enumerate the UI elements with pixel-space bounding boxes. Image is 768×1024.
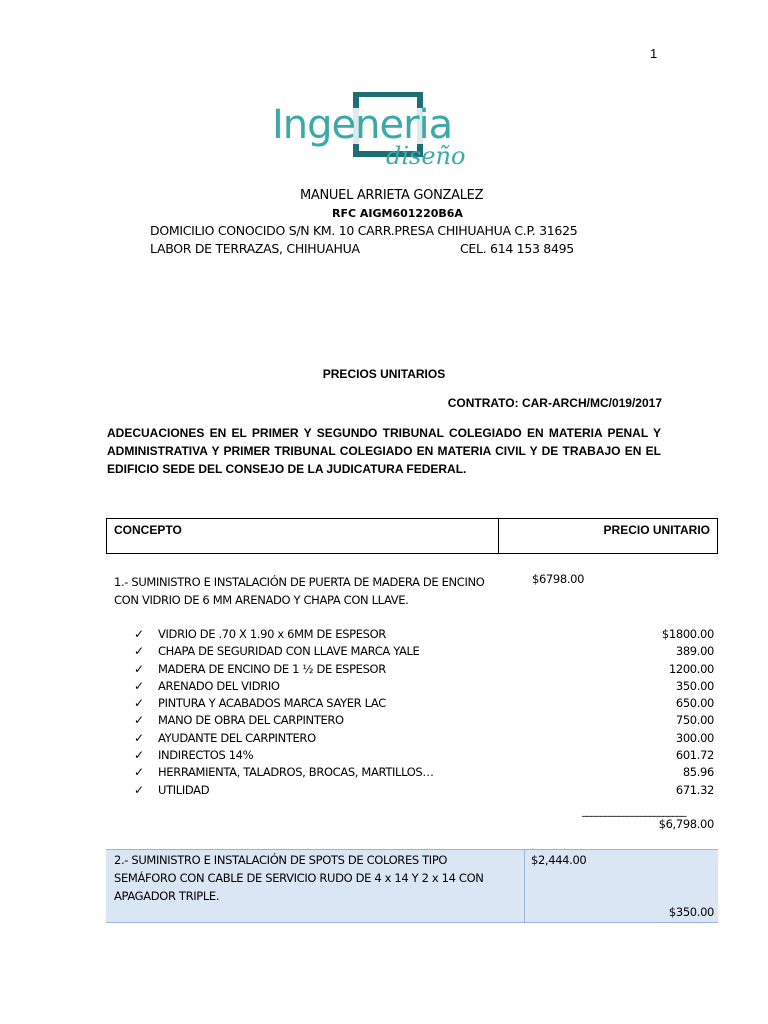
item-1-description (114, 573, 484, 609)
breakdown-label: INDIRECTOS 14% (158, 748, 254, 763)
checkmark-icon: ✓ (134, 713, 144, 728)
breakdown-label: ARENADO DEL VIDRIO (158, 678, 280, 693)
table-header (106, 518, 718, 554)
checkmark-icon: ✓ (134, 696, 144, 711)
breakdown-amount: 601.72 (675, 748, 714, 763)
checkmark-icon: ✓ (134, 661, 144, 676)
address-line-1: DOMICILIO CONOCIDO S/N KM. 10 CARR.PRESA CHIHUAHUA C.P. 31625 (150, 223, 578, 238)
item-2-row (106, 849, 718, 923)
breakdown-row (134, 660, 714, 677)
item-2-description-line-2: SEMÁFORO CON CABLE DE SERVICIO RUDO DE 4 x 14 Y 2 x 14 CON (114, 871, 484, 885)
item-1-description-line-2: CON VIDRIO DE 6 MM ARENADO Y CHAPA CON LLAVE. (114, 593, 409, 607)
item-2-description-line-3: APAGADOR TRIPLE. (114, 889, 220, 903)
breakdown-amount: 750.00 (675, 713, 714, 728)
item-2-column-divider (524, 850, 525, 922)
item-2-first-amount: $350.00 (668, 905, 714, 919)
svg-text:Ingeneria: Ingeneria (272, 102, 453, 148)
total-rule: _______________________ (582, 804, 686, 817)
column-header-precio: PRECIO UNITARIO (603, 523, 710, 537)
item-2-price: $2,444.00 (531, 853, 587, 867)
svg-text:diseño: diseño (386, 142, 466, 170)
breakdown-row (134, 711, 714, 728)
breakdown-row (134, 781, 714, 798)
breakdown-label: VIDRIO DE .70 X 1.90 x 6MM DE ESPESOR (158, 627, 386, 641)
item-2-description-line-1: 2.- SUMINISTRO E INSTALACIÓN DE SPOTS DE COLORES TIPO (114, 853, 448, 867)
breakdown-amount: 350.00 (675, 678, 714, 693)
breakdown-amount: 650.00 (675, 696, 714, 711)
breakdown-amount: 85.96 (682, 765, 714, 780)
breakdown-row (134, 625, 714, 642)
checkmark-icon: ✓ (134, 765, 144, 780)
item-1-breakdown (134, 625, 714, 798)
column-divider (498, 519, 499, 553)
breakdown-amount: $1800.00 (661, 627, 714, 641)
breakdown-label: AYUDANTE DEL CARPINTERO (158, 730, 316, 745)
item-1-description-line-1: 1.- SUMINISTRO E INSTALACIÓN DE PUERTA DE MADERA DE ENCINO (114, 575, 485, 589)
ingeneria-diseno-logo (268, 92, 508, 184)
checkmark-icon: ✓ (134, 678, 144, 693)
breakdown-row (134, 729, 714, 746)
breakdown-amount: 300.00 (675, 730, 714, 745)
contract-number: CONTRATO: CAR-ARCH/MC/019/2017 (447, 396, 662, 410)
breakdown-label: CHAPA DE SEGURIDAD CON LLAVE MARCA YALE (158, 644, 420, 659)
breakdown-row (134, 746, 714, 763)
contractor-rfc: RFC AIGM601220B6A (332, 207, 463, 220)
breakdown-label: MANO DE OBRA DEL CARPINTERO (158, 713, 344, 728)
project-description: ADECUACIONES EN EL PRIMER Y SEGUNDO TRIBUNAL COLEGIADO EN MATERIA PENAL Y ADMINISTRATIVA Y PRIMER TRIBUNAL COLEGIADO EN MATERIA CIVIL Y DE TRABAJO EN EL EDIFICIO SEDE DEL CONSEJO DE LA JUDICATURA FEDERAL. (107, 426, 661, 476)
checkmark-icon: ✓ (134, 748, 144, 763)
checkmark-icon: ✓ (134, 782, 144, 797)
column-header-concepto: CONCEPTO (114, 523, 182, 537)
breakdown-row (134, 694, 714, 711)
phone-number: CEL. 614 153 8495 (460, 241, 574, 256)
document-title: PRECIOS UNITARIOS (322, 367, 446, 381)
checkmark-icon: ✓ (134, 627, 144, 641)
item-2-description (114, 851, 484, 905)
address-line-2: LABOR DE TERRAZAS, CHIHUAHUA (150, 241, 360, 256)
contractor-name: MANUEL ARRIETA GONZALEZ (300, 188, 484, 203)
breakdown-label: HERRAMIENTA, TALADROS, BROCAS, MARTILLOS… (158, 765, 434, 780)
checkmark-icon: ✓ (134, 730, 144, 745)
breakdown-row (134, 763, 714, 780)
breakdown-amount: 389.00 (675, 644, 714, 659)
breakdown-row (134, 642, 714, 659)
breakdown-label: MADERA DE ENCINO DE 1 ½ DE ESPESOR (158, 661, 386, 676)
item-1-total: $6,798.00 (658, 817, 714, 831)
breakdown-label: PINTURA Y ACABADOS MARCA SAYER LAC (158, 696, 386, 711)
breakdown-row (134, 677, 714, 694)
breakdown-amount: 671.32 (675, 782, 714, 797)
checkmark-icon: ✓ (134, 644, 144, 659)
page-number: 1 (650, 46, 658, 61)
item-1-price: $6798.00 (532, 572, 585, 586)
breakdown-label: UTILIDAD (158, 782, 210, 797)
breakdown-amount: 1200.00 (668, 661, 714, 676)
